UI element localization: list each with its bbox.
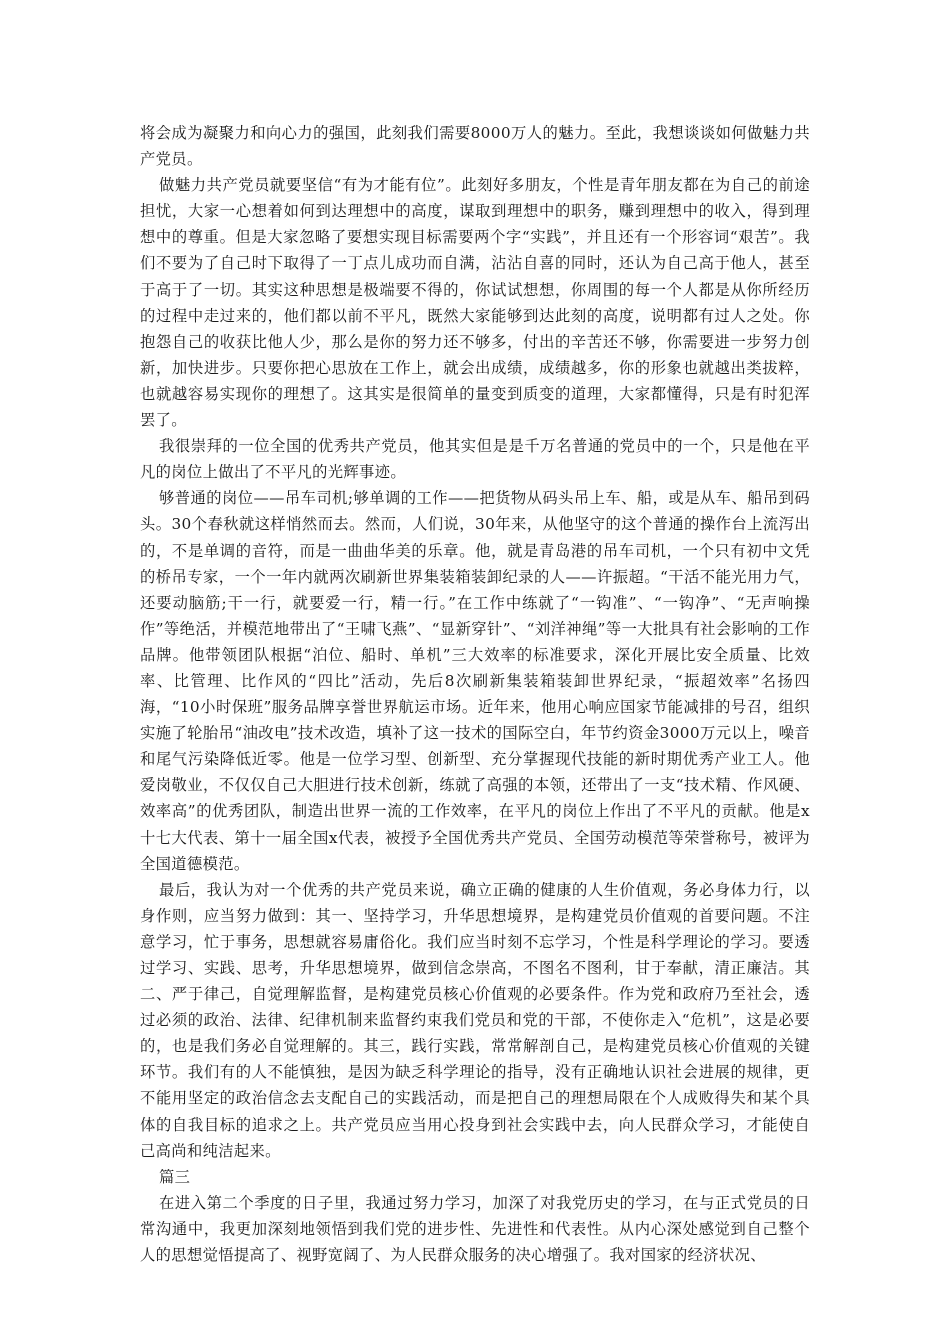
paragraph-intro-continuation: 将会成为凝聚力和向心力的强国，此刻我们需要8000万人的魅力。至此，我想谈谈如何做魅力共产党员。: [140, 124, 810, 169]
paragraph-conclusion-values: 最后，我认为对一个优秀的共产党员来说，确立正确的健康的人生价值观，务必身体力行，以身作则，应当努力做到：其一、坚持学习，升华思想境界，是构建党员价值观的首要问题。不注意学习，忙于事务，思想就容易庸俗化。我们应当时刻不忘学习，个性是科学理论的学习。要透过学习、实践、思考，升华思想境界，做到信念崇高，不图名不图利，甘于奉献，清正廉洁。其二、严于律己，自觉理解监督，是构建党员核心价值观的必要条件。作为党和政府乃至社会，透过必须的政治、法律、纪律机制来监督约束我们党员和党的干部，不使你走入“危机”，这是必要的，也是我们务必自觉理解的。其三，践行实践，常常解剖自己，是构建党员核心价值观的关键环节。我们有的人不能慎独，是因为缺乏科学理论的指导，没有正确地认识社会进展的规律，更不能用坚定的政治信念去支配自己的实践活动，而是把自己的理想局限在个人成败得失和某个具体的自我目标的追求之上。共产党员应当用心投身到社会实践中去，向人民群众学习，才能使自己高尚和纯洁起来。: [140, 880, 810, 1160]
paragraph-crane-driver-story: 够普通的岗位——吊车司机;够单调的工作——把货物从码头吊上车、船，或是从车、船吊到码头。30个春秋就这样悄然而去。然而，人们说，30年来，从他坚守的这个普通的操作台上流泻出的，不是单调的音符，而是一曲曲华美的乐章。他，就是青岛港的吊车司机，一个只有初中文凭的桥吊专家，一个一年内就两次刷新世界集装箱装卸纪录的人——许振超。“干活不能光用力气，还要动脑筋;干一行，就要爱一行，精一行。”在工作中练就了“一钩准”、“一钩净”、“无声响操作”等绝活，并模范地带出了“王啸飞燕”、“显新穿针”、“刘洋神绳”等一大批具有社会影响的工作品牌。他带领团队根据“泊位、船时、单机”三大效率的标准要求，深化开展比安全质量、比效率、比管理、比作风的“四比”活动，先后8次刷新集装箱装卸世界纪录，“振超效率”名扬四海，“10小时保班”服务品牌享誉世界航运市场。近年来，他用心响应国家节能减排的号召，组织实施了轮胎吊“油改电”技术改造，填补了这一技术的国际空白，年节约资金3000万元以上，噪音和尾气污染降低近零。他是一位学习型、创新型、充分掌握现代技能的新时期优秀产业工人。他爱岗敬业，不仅仅自己大胆进行技术创新，练就了高强的本领，还带出了一支“技术精、作风硬、效率高”的优秀团队，制造出世界一流的工作效率，在平凡的岗位上作出了不平凡的贡献。他是x十七大代表、第十一届全国x代表，被授予全国优秀共产党员、全国劳动模范等荣誉称号，被评为全国道德模范。: [140, 489, 810, 873]
paragraph-admired-member: 我很崇拜的一位全国的优秀共产党员，他其实但是是千万名普通的党员中的一个，只是他在平凡的岗位上做出了不平凡的光辉事迹。: [140, 437, 810, 482]
document-page: [140, 120, 810, 1268]
paragraph-charisma-belief: 做魅力共产党员就要坚信“有为才能有位”。此刻好多朋友，个性是青年朋友都在为自己的前途担忧，大家一心想着如何到达理想中的高度，谋取到理想中的职务，赚到理想中的收入，得到理想中的尊重。但是大家忽略了要想实现目标需要两个字“实践”，并且还有一个形容词“艰苦”。我们不要为了自己时下取得了一丁点儿成功而自满，沾沾自喜的同时，还认为自己高于他人，甚至于高于了一切。其实这种思想是极端要不得的，你试试想想，你周围的每一个人都是从你所经历的过程中走过来的，他们都以前不平凡，既然大家能够到达此刻的高度，说明都有过人之处。你抱怨自己的收获比他人少，那么是你的努力还不够多，付出的辛苦还不够，你需要进一步努力创新，加快进步。只要你把心思放在工作上，就会出成绩，成绩越多，你的形象也就越出类拔粹，也就越容易实现你的理想了。这其实是很简单的量变到质变的道理，大家都懂得，只是有时犯浑罢了。: [140, 176, 810, 430]
paragraph-second-quarter: 在进入第二个季度的日子里，我通过努力学习，加深了对我党历史的学习，在与正式党员的日常沟通中，我更加深刻地领悟到我们党的进步性、先进性和代表性。从内心深处感觉到自己整个人的思想觉悟提高了、视野宽阔了、为人民群众服务的决心增强了。我对国家的经济状况、: [140, 1193, 810, 1265]
section-heading-part-three: 篇三: [159, 1167, 191, 1186]
